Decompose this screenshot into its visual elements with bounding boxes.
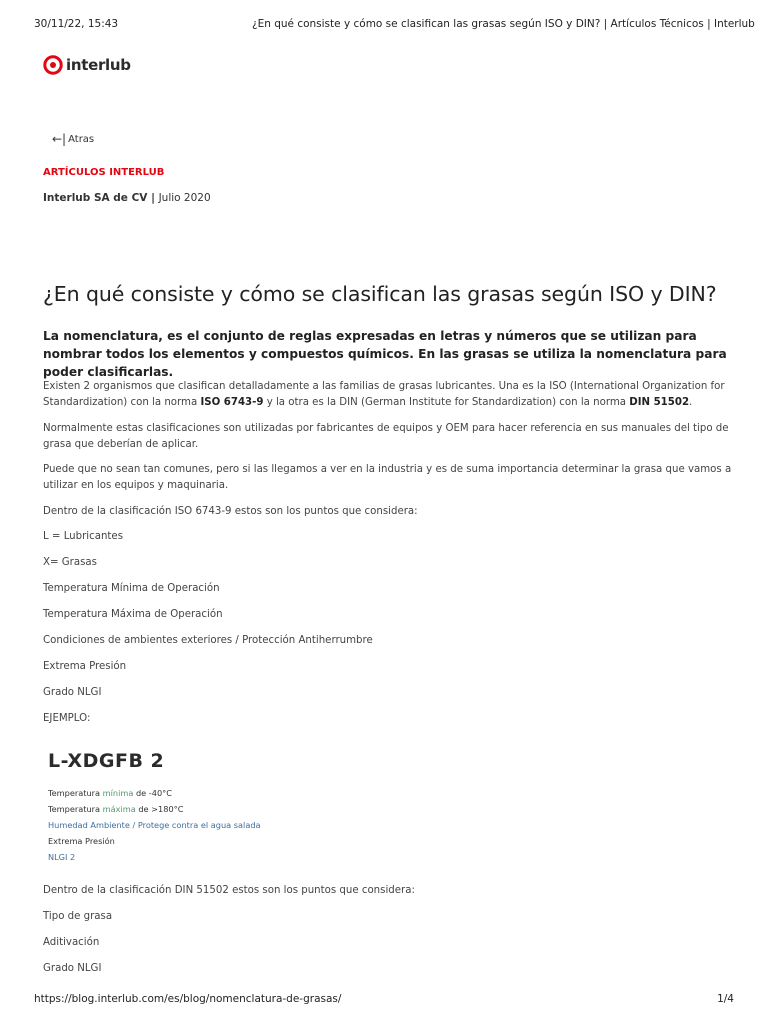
example-line: NLGI 2 [48,852,76,862]
back-label: Atras [68,133,95,145]
interlub-logo-icon [43,55,63,75]
article-byline [43,192,211,204]
back-arrow-icon: ←| [52,132,67,146]
p1-text-a: Existen 2 organismos que clasifican detalladamente a las familias de grasas lubricantes. Una es la ISO (International Organization for Standardization) con la norma [43,381,725,408]
iso-point: Temperatura Máxima de Operación [43,609,223,620]
paragraph-organisms [43,379,733,411]
article-title: ¿En qué consiste y cómo se clasifican las grasas según ISO y DIN? [43,282,717,306]
iso-point: L = Lubricantes [43,531,123,542]
example-code: L-XDGFB 2 [48,750,165,772]
ex-highlight: mínima [102,788,134,798]
interlub-logo[interactable] [43,55,131,75]
paragraph-usage: Normalmente estas clasificaciones son utilizadas por fabricantes de equipos y OEM para hacer referencia en sus manuales del tipo de grasa que deberían de aplicar. [43,423,729,450]
article-date: Julio 2020 [158,192,211,204]
page-count: 1/4 [717,993,734,1005]
din-point: Grado NLGI [43,963,102,974]
p1-text-b: y la otra es la DIN (German Institute for Standardization) con la norma [263,397,630,408]
article-lead: La nomenclatura, es el conjunto de reglas expresadas en letras y números que se utilizan para nombrar todos los elementos y compuestos químicos. En las grasas se utiliza la nomenclatura para poder clasificarlas. [43,329,727,379]
example-line: Extrema Presión [48,836,115,846]
print-doc-title: ¿En qué consiste y cómo se clasifican las grasas según ISO y DIN? | Artículos Técnicos | Interlub [252,18,755,30]
iso-point: Temperatura Mínima de Operación [43,583,220,594]
paragraph-iso-intro: Dentro de la clasificación ISO 6743-9 estos son los puntos que considera: [43,506,418,517]
example-line [48,804,183,814]
iso-point: Condiciones de ambientes exteriores / Protección Antiherrumbre [43,635,373,646]
article-category[interactable]: ARTÍCULOS INTERLUB [43,167,165,178]
example-label: EJEMPLO: [43,713,91,724]
print-datetime: 30/11/22, 15:43 [34,18,119,30]
din-point: Aditivación [43,937,100,948]
example-line [48,788,172,798]
ex-text: Temperatura [48,804,103,814]
byline-separator: | [147,192,159,204]
example-image [43,745,303,867]
ex-text: de -40°C [133,788,172,798]
article-author: Interlub SA de CV [43,192,148,204]
ex-text: Temperatura [48,788,103,798]
paragraph-importance: Puede que no sean tan comunes, pero si las llegamos a ver en la industria y es de suma importancia determinar la grasa que vamos a utilizar en los equipos y maquinaria. [43,464,732,491]
ex-text: de >180°C [135,804,184,814]
back-link[interactable] [52,132,94,146]
paragraph-din-intro: Dentro de la clasificación DIN 51502 estos son los puntos que considera: [43,885,415,896]
p1-text-c: . [689,397,693,408]
iso-point: X= Grasas [43,557,97,568]
din-point: Tipo de grasa [43,911,113,922]
iso-point: Extrema Presión [43,661,127,672]
print-header [34,18,755,32]
logo-wordmark: interlub [66,56,131,74]
ex-highlight: máxima [102,804,136,814]
iso-point: Grado NLGI [43,687,102,698]
din-standard: DIN 51502 [629,397,690,408]
example-line: Humedad Ambiente / Protege contra el agua salada [48,820,261,830]
iso-standard: ISO 6743-9 [200,397,264,408]
page-url: https://blog.interlub.com/es/blog/nomenclatura-de-grasas/ [34,993,342,1005]
